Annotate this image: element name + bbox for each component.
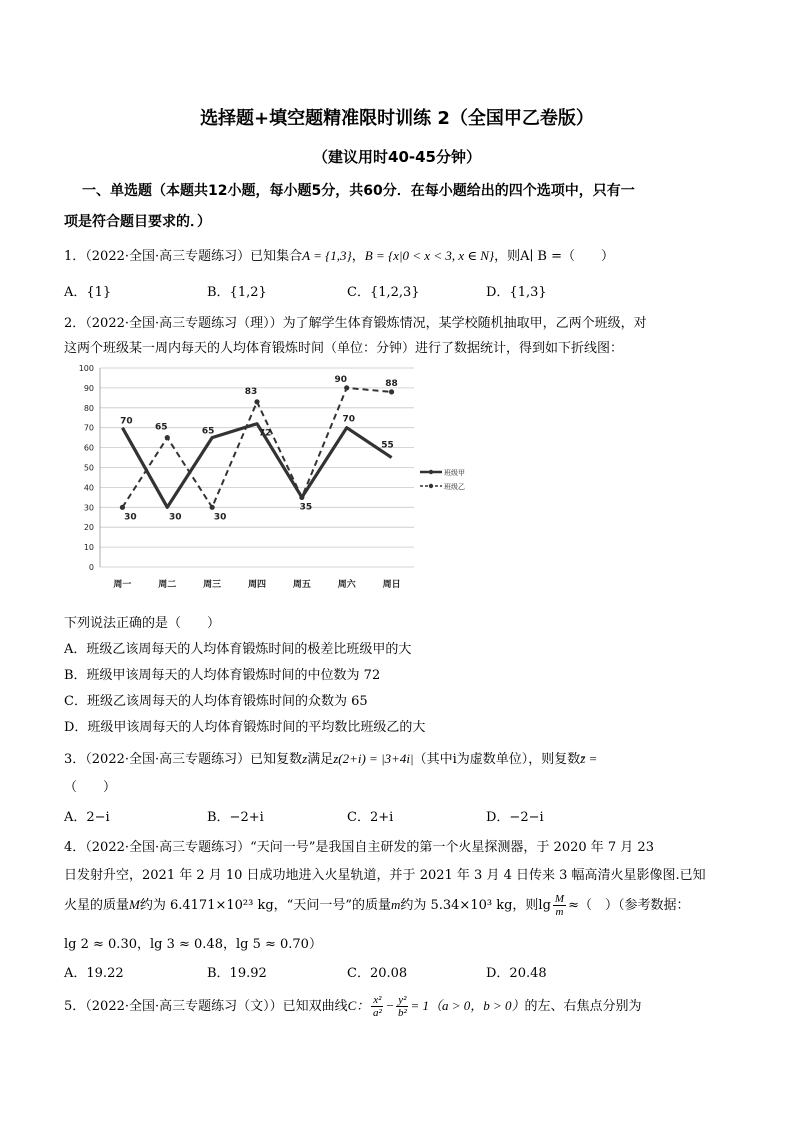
series-1-label-3: 65: [201, 426, 215, 437]
q3-zbar: z̄ =: [580, 751, 598, 766]
series-2-label-1: 30: [124, 512, 137, 523]
q4-option-c[interactable]: C．20.08: [347, 966, 408, 981]
x-tick-label-7: 周日: [382, 580, 401, 590]
q5-condition: （a > 0，b > 0）: [428, 998, 525, 1013]
q3-suffix: （其中i为虚数单位），则复数: [413, 752, 581, 767]
q3-paren: （ ）: [64, 780, 117, 795]
page-title: 选择题+填空题精准限时训练 2（全国甲乙卷版）: [200, 108, 594, 129]
q4-stem-line3: [64, 892, 689, 919]
y-tick-label-30: 30: [83, 503, 94, 513]
y-tick-label-0: 0: [88, 563, 94, 572]
legend-marker-2: [429, 484, 433, 488]
series-2-label-4: 83: [244, 386, 258, 397]
q5-fraction-y: [396, 994, 408, 1019]
q2-option-b[interactable]: B．班级甲该周每天的人均体育锻炼时间的中位数为 72: [64, 668, 381, 683]
series-2-point-3: [210, 505, 215, 510]
q2-option-a[interactable]: A．班级乙该周每天的人均体育锻炼时间的极差比班级甲的大: [64, 642, 412, 657]
question-3-stem: [64, 748, 597, 767]
y-tick-label-90: 90: [83, 383, 94, 393]
series-1-label-1: 70: [120, 416, 133, 427]
q5-x2: x²: [373, 994, 382, 1006]
x-tick-label-5: 周五: [292, 580, 311, 590]
series-2-point-6: [344, 385, 349, 390]
legend-label-2: 班级乙: [444, 483, 465, 491]
y-tick-label-20: 20: [83, 523, 94, 533]
series-2-label-7: 88: [385, 378, 398, 389]
q2-stem-line1: 2．（2022·全国·高三专题练习（理））为了解学生体育锻炼情况，某学校随机抽取甲，乙两个班级，对: [64, 316, 647, 331]
q3-z: z: [302, 751, 308, 766]
q4-option-a[interactable]: A．19.22: [64, 966, 124, 981]
q5-suffix: 的左、右焦点分别为: [524, 999, 642, 1014]
series-2-point-2: [165, 435, 170, 440]
q3-option-b[interactable]: B．−2+i: [207, 810, 264, 825]
q4-stem-line2: 日发射升空，2021 年 2 月 10 日成功地进入火星轨道，并于 2021 年 3 月 4 日传来 3 幅高清火星影像图.已知: [64, 868, 706, 883]
q3-condition: z(2+i) = |3+4i|: [333, 751, 414, 766]
x-tick-label-4: 周四: [247, 580, 267, 590]
q4-text-d: ≈（ ）（参考数据：: [568, 898, 690, 913]
legend-marker-1: [429, 470, 433, 474]
q4-fraction: [553, 893, 566, 918]
series-2-point-1: [120, 505, 125, 510]
series-line-1: [122, 424, 391, 508]
series-2-label-3: 30: [213, 512, 227, 523]
y-tick-label-80: 80: [83, 403, 94, 413]
q1-option-b[interactable]: B．{1,2}: [207, 285, 267, 300]
series-2-label-6: 90: [334, 374, 347, 385]
series-1-label-4: 72: [258, 428, 272, 439]
q5-equals-one: = 1: [410, 998, 429, 1013]
q3-prefix: 3．（2022·全国·高三专题练习）已知复数: [64, 752, 303, 767]
q1-comma: ，: [351, 249, 365, 264]
q5-y2: y²: [398, 994, 407, 1006]
q1-option-a[interactable]: A．{1}: [64, 285, 112, 300]
q4-option-d[interactable]: D．20.48: [486, 966, 547, 981]
q1-set-a: A = {1,3}: [302, 248, 352, 263]
series-2-label-2: 65: [155, 422, 168, 433]
series-2-point-5: [299, 495, 304, 500]
y-tick-label-10: 10: [83, 543, 94, 553]
q5-prefix: 5．（2022·全国·高三专题练习（文））已知双曲线: [64, 999, 348, 1014]
page-subtitle: （建议用时40-45分钟）: [313, 148, 481, 166]
question-5-stem: [64, 992, 642, 1021]
series-1-label-7: 55: [381, 440, 394, 451]
q1-set-b: B = {x|0 < x < 3, x ∈ N}: [364, 248, 495, 263]
q4-text-b: 约为 6.4171×10²³ kg，“天问一号”的质量: [139, 898, 391, 913]
q3-option-c[interactable]: C．2+i: [347, 810, 394, 825]
q5-fraction-x: [371, 994, 383, 1019]
line-chart: [64, 360, 468, 592]
q5-minus: −: [385, 998, 395, 1013]
q3-option-d[interactable]: D．−2−i: [486, 810, 544, 825]
y-tick-label-70: 70: [83, 423, 94, 433]
q4-option-b[interactable]: B．19.92: [207, 966, 267, 981]
q4-stem-line1: 4．（2022·全国·高三专题练习）“天问一号”是我国自主研发的第一个火星探测器，于 2020 年 7 月 23: [64, 840, 654, 855]
q1-ask: ，则A∣ B =（ ）: [494, 249, 615, 264]
x-tick-label-3: 周三: [203, 580, 222, 590]
q1-prefix: 1．（2022·全国·高三专题练习）已知集合: [64, 249, 303, 264]
q4-text-a: 火星的质量: [64, 898, 130, 913]
x-tick-label-2: 周二: [158, 580, 177, 590]
q4-mass-m-small: m: [390, 897, 401, 912]
y-tick-label-60: 60: [83, 443, 94, 453]
series-1-label-6: 70: [342, 414, 355, 425]
y-tick-label-100: 100: [78, 364, 94, 373]
y-tick-label-50: 50: [83, 463, 94, 473]
q2-option-c[interactable]: C．班级乙该周每天的人均体育锻炼时间的众数为 65: [64, 694, 368, 709]
q3-option-a[interactable]: A．2−i: [64, 810, 110, 825]
q3-cond-text: 满足: [307, 752, 334, 767]
q4-lg: lg: [538, 898, 551, 913]
q4-fraction-bottom: m: [555, 906, 564, 918]
q1-option-d[interactable]: D．{1,3}: [486, 285, 547, 300]
question-1-stem: [64, 245, 614, 264]
q5-a2: a²: [372, 1007, 382, 1019]
q5-curve-name: C：: [347, 998, 370, 1013]
q5-b2: b²: [397, 1007, 407, 1019]
series-2-point-4: [254, 399, 259, 404]
y-tick-label-40: 40: [83, 483, 94, 493]
q4-reference-data: lg 2 ≈ 0.30，lg 3 ≈ 0.48，lg 5 ≈ 0.70）: [64, 937, 322, 952]
series-1-label-2: 30: [169, 512, 182, 523]
q2-ask: 下列说法正确的是（ ）: [64, 616, 221, 631]
legend-label-1: 班级甲: [444, 469, 465, 477]
section-heading-line2: 项是符合题目要求的．）: [64, 214, 211, 230]
q2-stem-line2: 这两个班级某一周内每天的人均体育锻炼时间（单位：分钟）进行了数据统计，得到如下折线图：: [64, 341, 624, 356]
q4-text-c: 约为 5.34×10³ kg，则: [400, 898, 539, 913]
q4-mass-m-big: M: [129, 897, 140, 912]
series-1-label-5: 35: [299, 502, 313, 513]
section-heading-line1: 一、单选题（本题共12小题，每小题5分，共60分．在每小题给出的四个选项中，只有一: [82, 183, 635, 199]
x-tick-label-1: 周一: [113, 580, 132, 590]
q2-option-d[interactable]: D．班级甲该周每天的人均体育锻炼时间的平均数比班级乙的大: [64, 720, 426, 735]
q4-fraction-top: M: [554, 893, 565, 905]
x-tick-label-6: 周六: [337, 580, 356, 590]
q1-option-c[interactable]: C．{1,2,3}: [347, 285, 420, 300]
series-2-point-7: [389, 389, 394, 394]
